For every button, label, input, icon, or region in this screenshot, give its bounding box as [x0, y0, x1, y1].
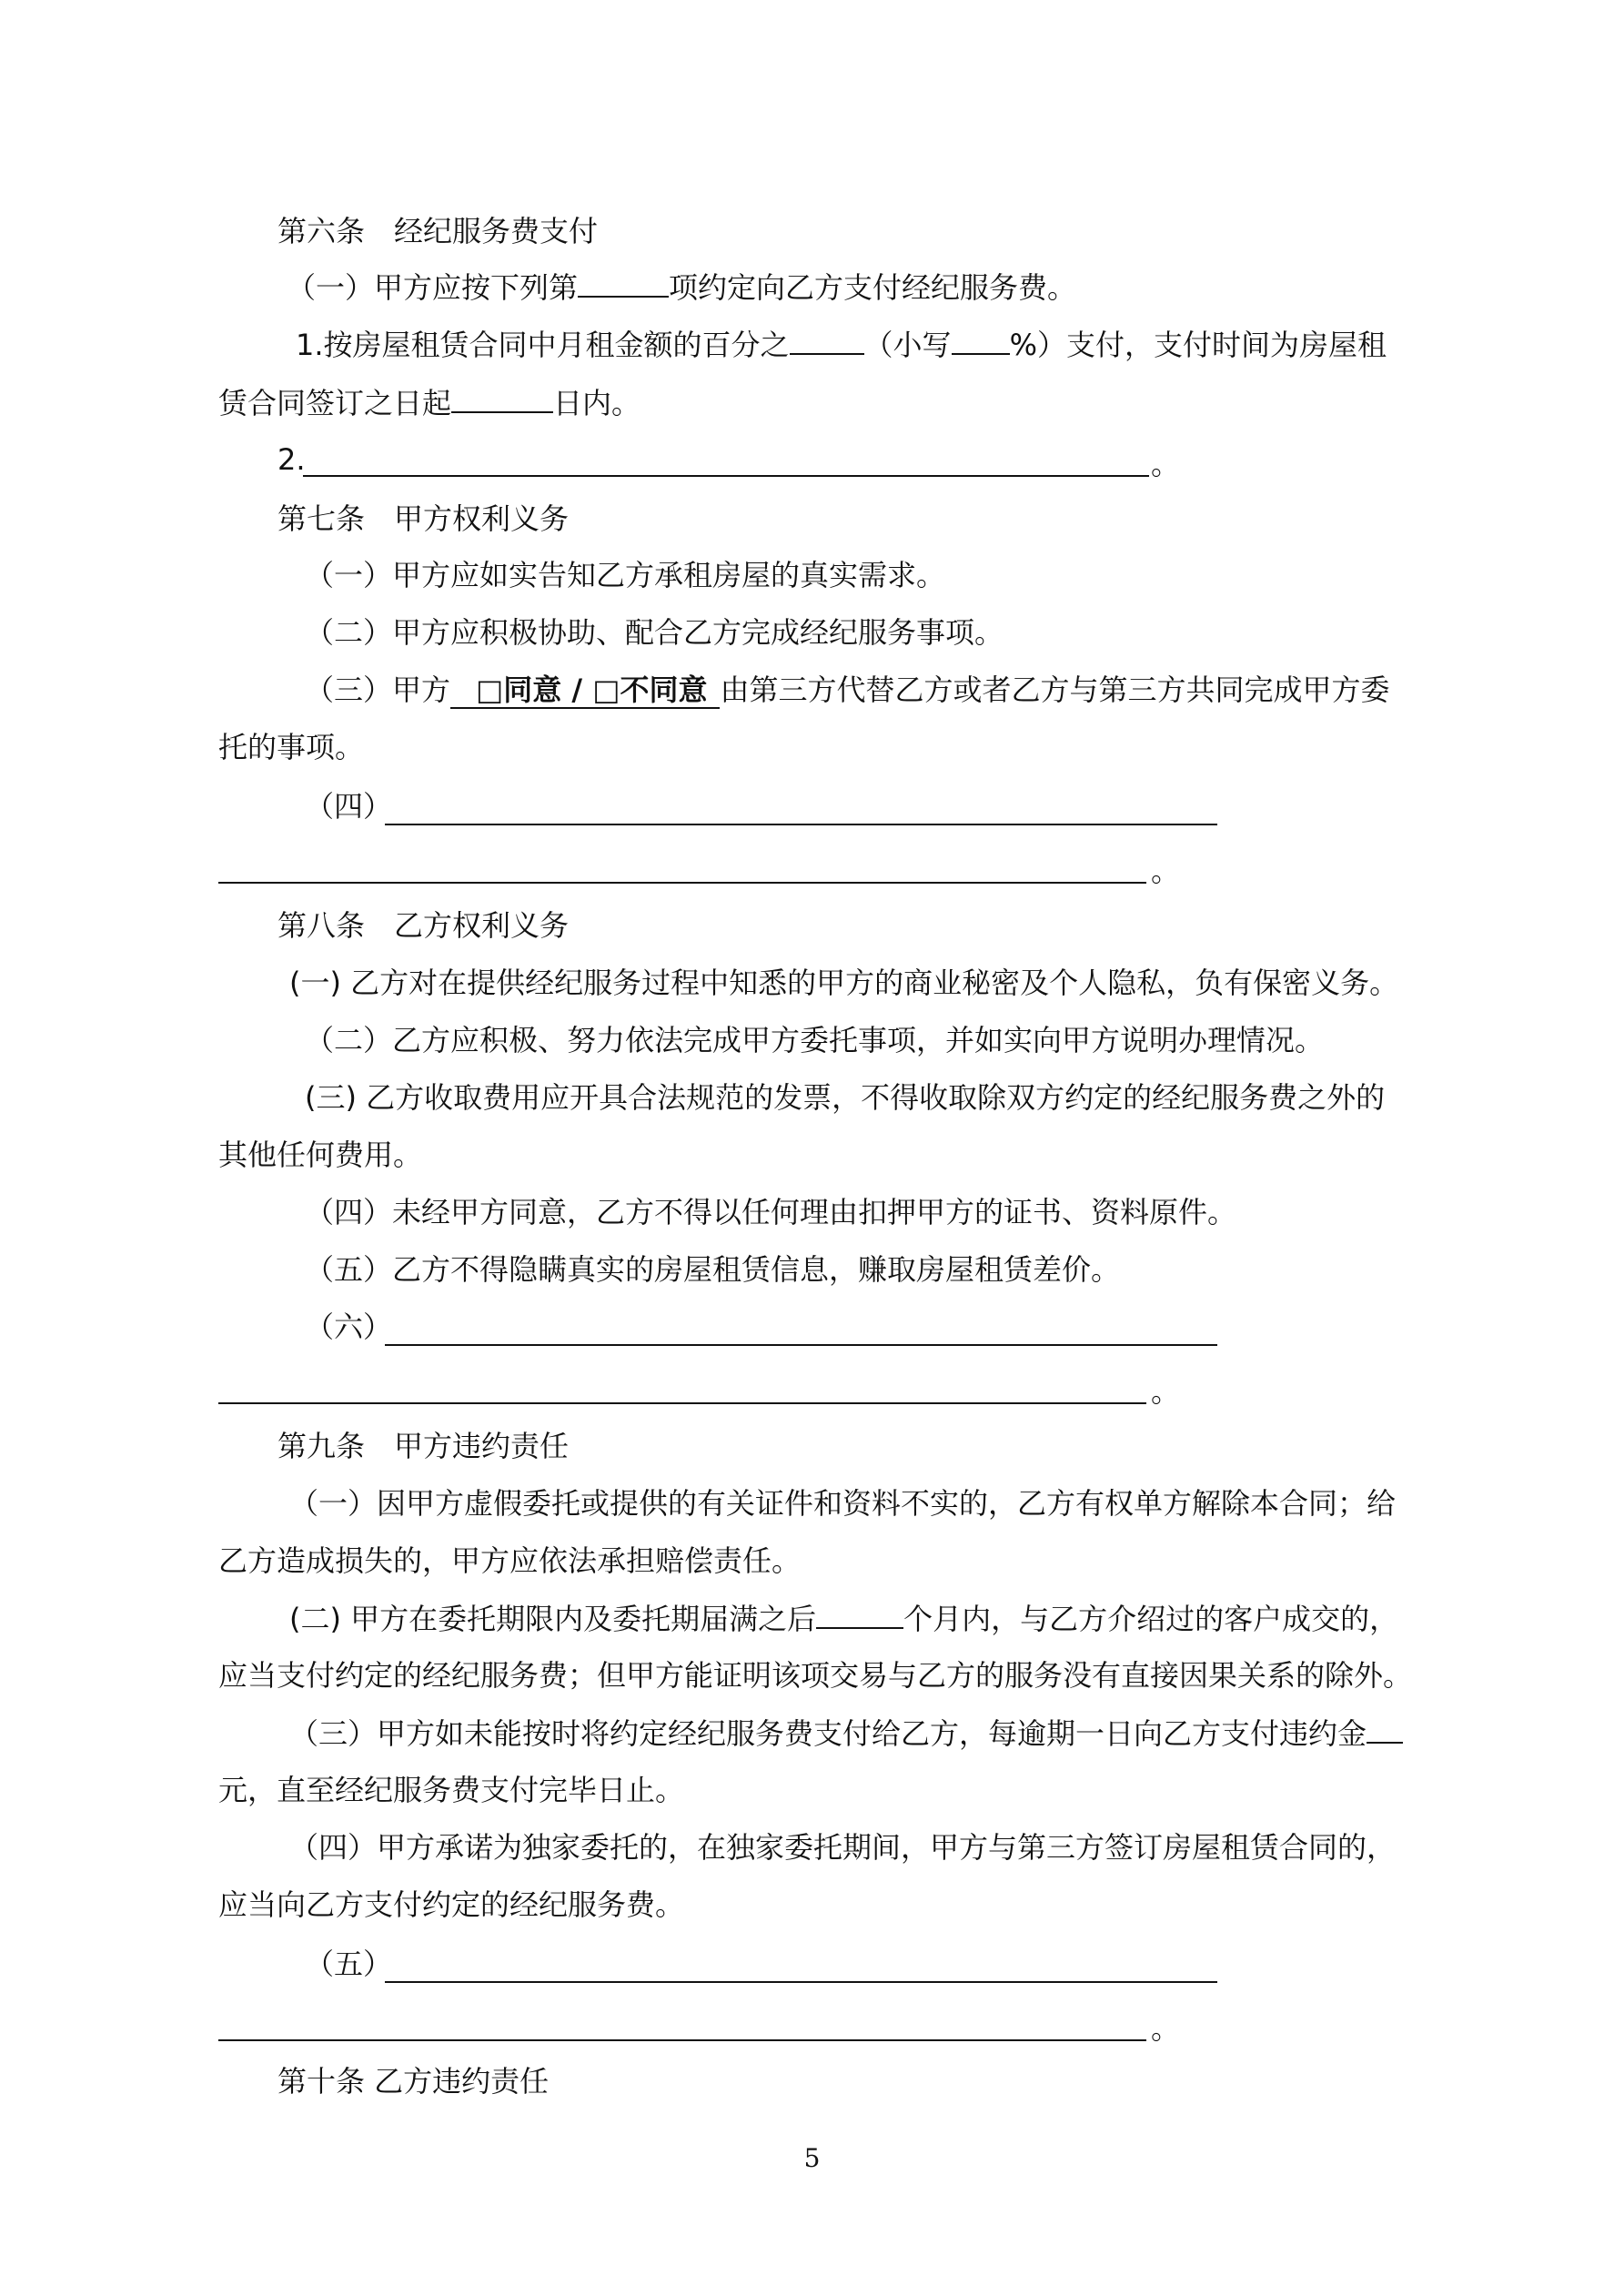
article-8-clause-3: (三) 乙方收取费用应开具合法规范的发票，不得收取除双方约定的经纪服务费之外的 — [305, 1080, 1386, 1115]
article-8-clause-6: （六） — [305, 1310, 393, 1344]
article-7-clause-4: （四） — [305, 789, 393, 824]
article-7-clause-2: （二）甲方应积极协助、配合乙方完成经纪服务事项。 — [305, 615, 1004, 650]
blank-field[interactable] — [451, 384, 553, 413]
article-6-heading: 第六条 经纪服务费支付 — [277, 214, 599, 248]
blank-field[interactable] — [952, 326, 1010, 355]
clause-text: 日内。 — [553, 386, 641, 420]
article-9-clause-3-cont: 元，直至经纪服务费支付完毕日止。 — [218, 1773, 685, 1807]
consent-options[interactable]: □同意 / □不同意 — [450, 673, 720, 709]
article-8-clause-1: (一) 乙方对在提供经纪服务过程中知悉的甲方的商业秘密及个人隐私，负有保密义务。 — [289, 966, 1399, 1000]
clause-text: （三）甲方如未能按时将约定经纪服务费支付给乙方，每逾期一日向乙方支付违约金 — [289, 1716, 1367, 1751]
article-9-clause-4-cont: 应当向乙方支付约定的经纪服务费。 — [218, 1887, 685, 1922]
clause-text: %）支付，支付时间为房屋租 — [1009, 328, 1387, 362]
article-6-item-1-cont — [218, 384, 1437, 421]
article-7-clause-3 — [305, 672, 1524, 708]
article-6-item-2 — [277, 441, 1497, 478]
blank-line[interactable] — [385, 824, 1217, 825]
blank-line[interactable] — [385, 1344, 1217, 1346]
article-8-clause-4: （四）未经甲方同意，乙方不得以任何理由扣押甲方的证书、资料原件。 — [305, 1195, 1237, 1229]
clause-text: 1.按房屋租赁合同中月租金额的百分之 — [296, 328, 790, 362]
article-9-clause-2-cont: 应当支付约定的经纪服务费；但甲方能证明该项交易与乙方的服务没有直接因果关系的除外。 — [218, 1658, 1413, 1693]
blank-line[interactable] — [303, 475, 1149, 477]
blank-line[interactable] — [218, 2039, 1146, 2041]
clause-text: 赁合同签订之日起 — [218, 386, 452, 420]
article-6-clause-1 — [287, 268, 1506, 306]
article-9-clause-4: （四）甲方承诺为独家委托的，在独家委托期间，甲方与第三方签订房屋租赁合同的， — [289, 1830, 1397, 1865]
article-9-heading: 第九条 甲方违约责任 — [277, 1429, 570, 1463]
article-9-clause-1: （一）因甲方虚假委托或提供的有关证件和资料不实的，乙方有权单方解除本合同；给 — [289, 1486, 1397, 1521]
end-mark: 。 — [1151, 854, 1181, 888]
blank-field[interactable] — [816, 1600, 903, 1629]
article-8-clause-3-cont: 其他任何费用。 — [218, 1138, 423, 1172]
article-9-clause-5: （五） — [305, 1947, 393, 1981]
article-7-heading: 第七条 甲方权利义务 — [277, 501, 570, 536]
end-mark: 。 — [1151, 1374, 1181, 1409]
end-mark: 。 — [1151, 447, 1181, 481]
blank-line[interactable] — [385, 1981, 1217, 1983]
clause-text: 个月内，与乙方介绍过的客户成交的， — [903, 1602, 1399, 1636]
article-10-heading: 第十条 乙方违约责任 — [277, 2064, 550, 2099]
article-9-clause-3 — [289, 1714, 1508, 1752]
article-9-clause-2 — [289, 1600, 1508, 1637]
blank-field[interactable] — [790, 326, 864, 355]
article-7-clause-1: （一）甲方应如实告知乙方承租房屋的真实需求。 — [305, 558, 946, 592]
blank-field[interactable] — [578, 268, 669, 298]
clause-text: 项约定向乙方支付经纪服务费。 — [669, 270, 1077, 305]
blank-line[interactable] — [218, 1402, 1146, 1404]
article-8-clause-2: （二）乙方应积极、努力依法完成甲方委托事项，并如实向甲方说明办理情况。 — [305, 1023, 1325, 1057]
clause-text: （小写 — [863, 328, 952, 362]
article-6-item-1 — [296, 326, 1515, 363]
clause-text: 2. — [277, 442, 306, 477]
clause-text: （一）甲方应按下列第 — [287, 270, 579, 305]
article-9-clause-1-cont: 乙方造成损失的，甲方应依法承担赔偿责任。 — [218, 1543, 802, 1578]
blank-field[interactable] — [1367, 1714, 1403, 1744]
clause-text: (二) 甲方在委托期限内及委托期届满之后 — [289, 1602, 817, 1636]
article-8-clause-5: （五）乙方不得隐瞒真实的房屋租赁信息，赚取房屋租赁差价。 — [305, 1252, 1121, 1287]
article-7-clause-3-cont: 托的事项。 — [218, 730, 365, 764]
clause-text: 由第三方代替乙方或者乙方与第三方共同完成甲方委 — [720, 673, 1390, 707]
article-8-heading: 第八条 乙方权利义务 — [277, 908, 570, 943]
blank-line[interactable] — [218, 882, 1146, 884]
end-mark: 。 — [1151, 2011, 1181, 2046]
page-number: 5 — [803, 2143, 821, 2173]
clause-text: （三）甲方 — [305, 673, 451, 707]
